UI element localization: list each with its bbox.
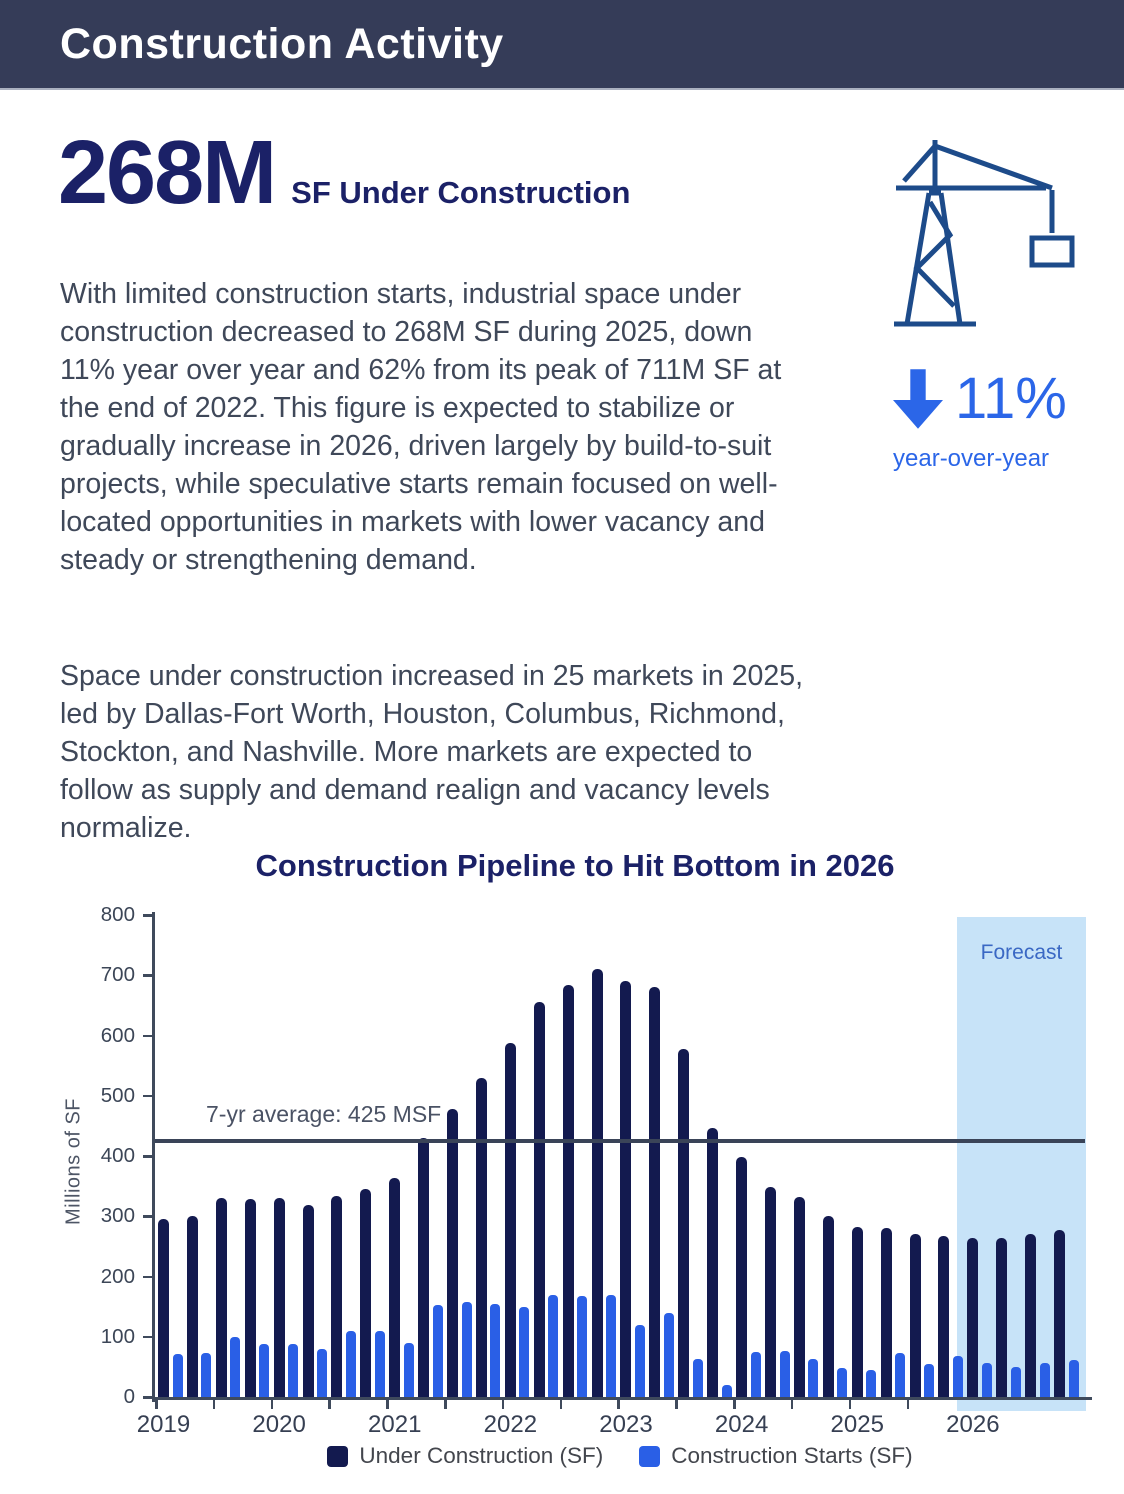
x-year-label: 2023: [599, 1411, 653, 1438]
bar-under-construction-2022Q1: [505, 1043, 516, 1397]
bar-construction-starts-2025Q3: [924, 1364, 934, 1397]
y-tick-label: 500: [100, 1083, 135, 1107]
y-tick: [143, 1155, 152, 1158]
bar-construction-starts-2022Q3: [577, 1296, 587, 1397]
legend-label-construction-starts: Construction Starts (SF): [671, 1443, 913, 1468]
y-tick: [143, 974, 152, 977]
bar-construction-starts-2021Q1: [404, 1343, 414, 1397]
chart-title: Construction Pipeline to Hit Bottom in 2026: [255, 848, 895, 883]
bar-under-construction-2021Q3: [447, 1109, 458, 1397]
yoy-label: year-over-year: [893, 445, 1050, 472]
bar-under-construction-2023Q2: [649, 987, 660, 1397]
x-year-label: 2026: [946, 1411, 1000, 1438]
x-year-label: 2024: [714, 1411, 769, 1438]
bar-under-construction-2019Q3: [216, 1198, 227, 1397]
x-tick: [849, 1400, 852, 1409]
stat-value: 268M: [58, 123, 276, 223]
bar-under-construction-2019Q4: [245, 1199, 256, 1397]
chart-legend: [155, 1443, 1085, 1469]
bar-under-construction-2026Q3: [1025, 1234, 1036, 1397]
bar-construction-starts-2019Q1: [173, 1354, 183, 1397]
bar-construction-starts-2025Q2: [895, 1353, 905, 1397]
bar-under-construction-2024Q2: [765, 1187, 776, 1397]
bar-under-construction-2025Q3: [910, 1234, 921, 1397]
bar-under-construction-2024Q4: [823, 1216, 834, 1397]
y-tick-label: 300: [100, 1204, 135, 1228]
y-tick-label: 0: [123, 1385, 135, 1408]
bar-construction-starts-2024Q1: [751, 1352, 761, 1397]
x-year-label: 2021: [368, 1411, 422, 1438]
bar-construction-starts-2019Q3: [230, 1337, 240, 1397]
bar-construction-starts-2020Q3: [346, 1331, 356, 1397]
bar-construction-starts-2025Q4: [953, 1356, 963, 1397]
y-tick: [143, 1276, 152, 1279]
bar-construction-starts-2023Q1: [635, 1325, 645, 1397]
x-tick: [560, 1400, 563, 1409]
bar-under-construction-2026Q4: [1054, 1230, 1065, 1397]
bar-under-construction-2020Q3: [331, 1196, 342, 1397]
y-tick: [143, 1396, 152, 1399]
x-year-label: 2022: [483, 1411, 538, 1438]
bar-construction-starts-2023Q2: [664, 1313, 674, 1397]
x-axis: [152, 1397, 1092, 1400]
x-tick: [675, 1400, 678, 1409]
x-tick: [444, 1400, 447, 1409]
y-tick-label: 700: [100, 963, 135, 987]
y-tick: [143, 1095, 152, 1098]
bar-under-construction-2025Q1: [852, 1227, 863, 1397]
bar-under-construction-2019Q1: [158, 1219, 169, 1397]
bar-under-construction-2020Q4: [360, 1189, 371, 1397]
bar-construction-starts-2023Q4: [722, 1385, 732, 1397]
y-axis: [152, 912, 155, 1402]
bar-under-construction-2024Q1: [736, 1157, 747, 1397]
bar-construction-starts-2026Q1: [982, 1363, 992, 1397]
bar-construction-starts-2023Q3: [693, 1359, 703, 1397]
y-tick: [143, 1336, 152, 1339]
average-line-annotation: 7-yr average: 425 MSF: [206, 1101, 442, 1127]
bar-under-construction-2023Q1: [620, 981, 631, 1397]
x-tick: [733, 1400, 736, 1409]
x-tick: [386, 1400, 389, 1409]
y-tick-label: 600: [100, 1023, 135, 1047]
bar-construction-starts-2026Q4: [1069, 1360, 1079, 1397]
bar-construction-starts-2019Q4: [259, 1344, 269, 1397]
y-tick-label: 100: [100, 1324, 135, 1348]
bar-construction-starts-2025Q1: [866, 1370, 876, 1397]
stat-label: SF Under Construction: [291, 175, 631, 210]
bar-construction-starts-2019Q2: [201, 1353, 211, 1397]
x-tick: [213, 1400, 216, 1409]
legend-label-under-construction: Under Construction (SF): [359, 1443, 604, 1468]
x-tick: [155, 1400, 158, 1409]
body-paragraph-2: Space under construction increased in 25 markets in 2025, led by Dallas-Fort Worth, Houston, Columbus, Richmond, Stockton, and Nashville. More markets are expected to follow as supply and demand realign and vacancy levels normalize.: [60, 659, 804, 844]
bar-under-construction-2022Q4: [592, 969, 603, 1397]
y-axis-title: Millions of SF: [62, 1097, 85, 1226]
bar-under-construction-2020Q1: [274, 1198, 285, 1397]
bar-construction-starts-2020Q4: [375, 1331, 385, 1397]
x-tick: [907, 1400, 910, 1409]
bar-construction-starts-2022Q4: [606, 1295, 616, 1397]
bar-construction-starts-2026Q3: [1040, 1363, 1050, 1397]
y-tick: [143, 1215, 152, 1218]
legend-swatch-under-construction: [327, 1446, 348, 1467]
bar-under-construction-2022Q3: [563, 985, 574, 1397]
forecast-label: Forecast: [980, 941, 1063, 964]
bar-construction-starts-2024Q4: [837, 1368, 847, 1397]
bar-construction-starts-2024Q3: [808, 1359, 818, 1397]
bar-under-construction-2023Q4: [707, 1128, 718, 1397]
legend-item-under-construction: [327, 1443, 603, 1469]
x-year-label: 2019: [136, 1411, 191, 1438]
x-year-label: 2020: [252, 1411, 306, 1438]
bar-construction-starts-2021Q4: [490, 1304, 500, 1397]
bar-construction-starts-2022Q1: [519, 1307, 529, 1397]
bar-under-construction-2023Q3: [678, 1049, 689, 1397]
bar-under-construction-2024Q3: [794, 1197, 805, 1397]
bar-under-construction-2026Q1: [967, 1238, 978, 1397]
yoy-value: 11%: [955, 366, 1067, 431]
bar-construction-starts-2022Q2: [548, 1295, 558, 1397]
bar-construction-starts-2021Q3: [462, 1302, 472, 1397]
bar-construction-starts-2020Q2: [317, 1349, 327, 1397]
y-tick: [143, 1035, 152, 1038]
page-title: Construction Activity: [60, 19, 504, 68]
legend-swatch-construction-starts: [639, 1446, 660, 1467]
x-tick: [271, 1400, 274, 1409]
x-tick: [328, 1400, 331, 1409]
bar-construction-starts-2021Q2: [433, 1305, 443, 1397]
legend-item-construction-starts: [639, 1443, 912, 1469]
bar-construction-starts-2026Q2: [1011, 1367, 1021, 1397]
bar-under-construction-2021Q2: [418, 1138, 429, 1397]
bar-under-construction-2025Q2: [881, 1228, 892, 1397]
x-tick: [617, 1400, 620, 1409]
bar-construction-starts-2024Q2: [780, 1351, 790, 1397]
x-tick: [791, 1400, 794, 1409]
x-tick: [502, 1400, 505, 1409]
bar-under-construction-2021Q4: [476, 1078, 487, 1397]
bar-under-construction-2026Q2: [996, 1238, 1007, 1397]
bar-under-construction-2020Q2: [303, 1205, 314, 1397]
bar-under-construction-2021Q1: [389, 1178, 400, 1397]
y-tick-label: 800: [100, 903, 135, 926]
body-paragraph-1: With limited construction starts, industrial space under construction decreased to 268M SF during 2025, down 11% year over year and 62% from its peak of 711M SF at the end of 2022. This figure is expected to stabilize or gradually increase in 2026, driven largely by build-to-suit projects, while speculative starts remain focused on well-located opportunities in markets with lower vacancy and steady or strengthening demand.: [60, 277, 782, 576]
bar-under-construction-2022Q2: [534, 1002, 545, 1397]
y-tick: [143, 914, 152, 917]
bar-construction-starts-2020Q1: [288, 1344, 298, 1397]
average-line: [155, 1139, 1085, 1143]
bar-under-construction-2019Q2: [187, 1216, 198, 1397]
bar-under-construction-2025Q4: [938, 1236, 949, 1397]
y-tick-label: 400: [100, 1144, 135, 1167]
y-tick-label: 200: [100, 1264, 135, 1288]
x-year-label: 2025: [830, 1411, 884, 1438]
